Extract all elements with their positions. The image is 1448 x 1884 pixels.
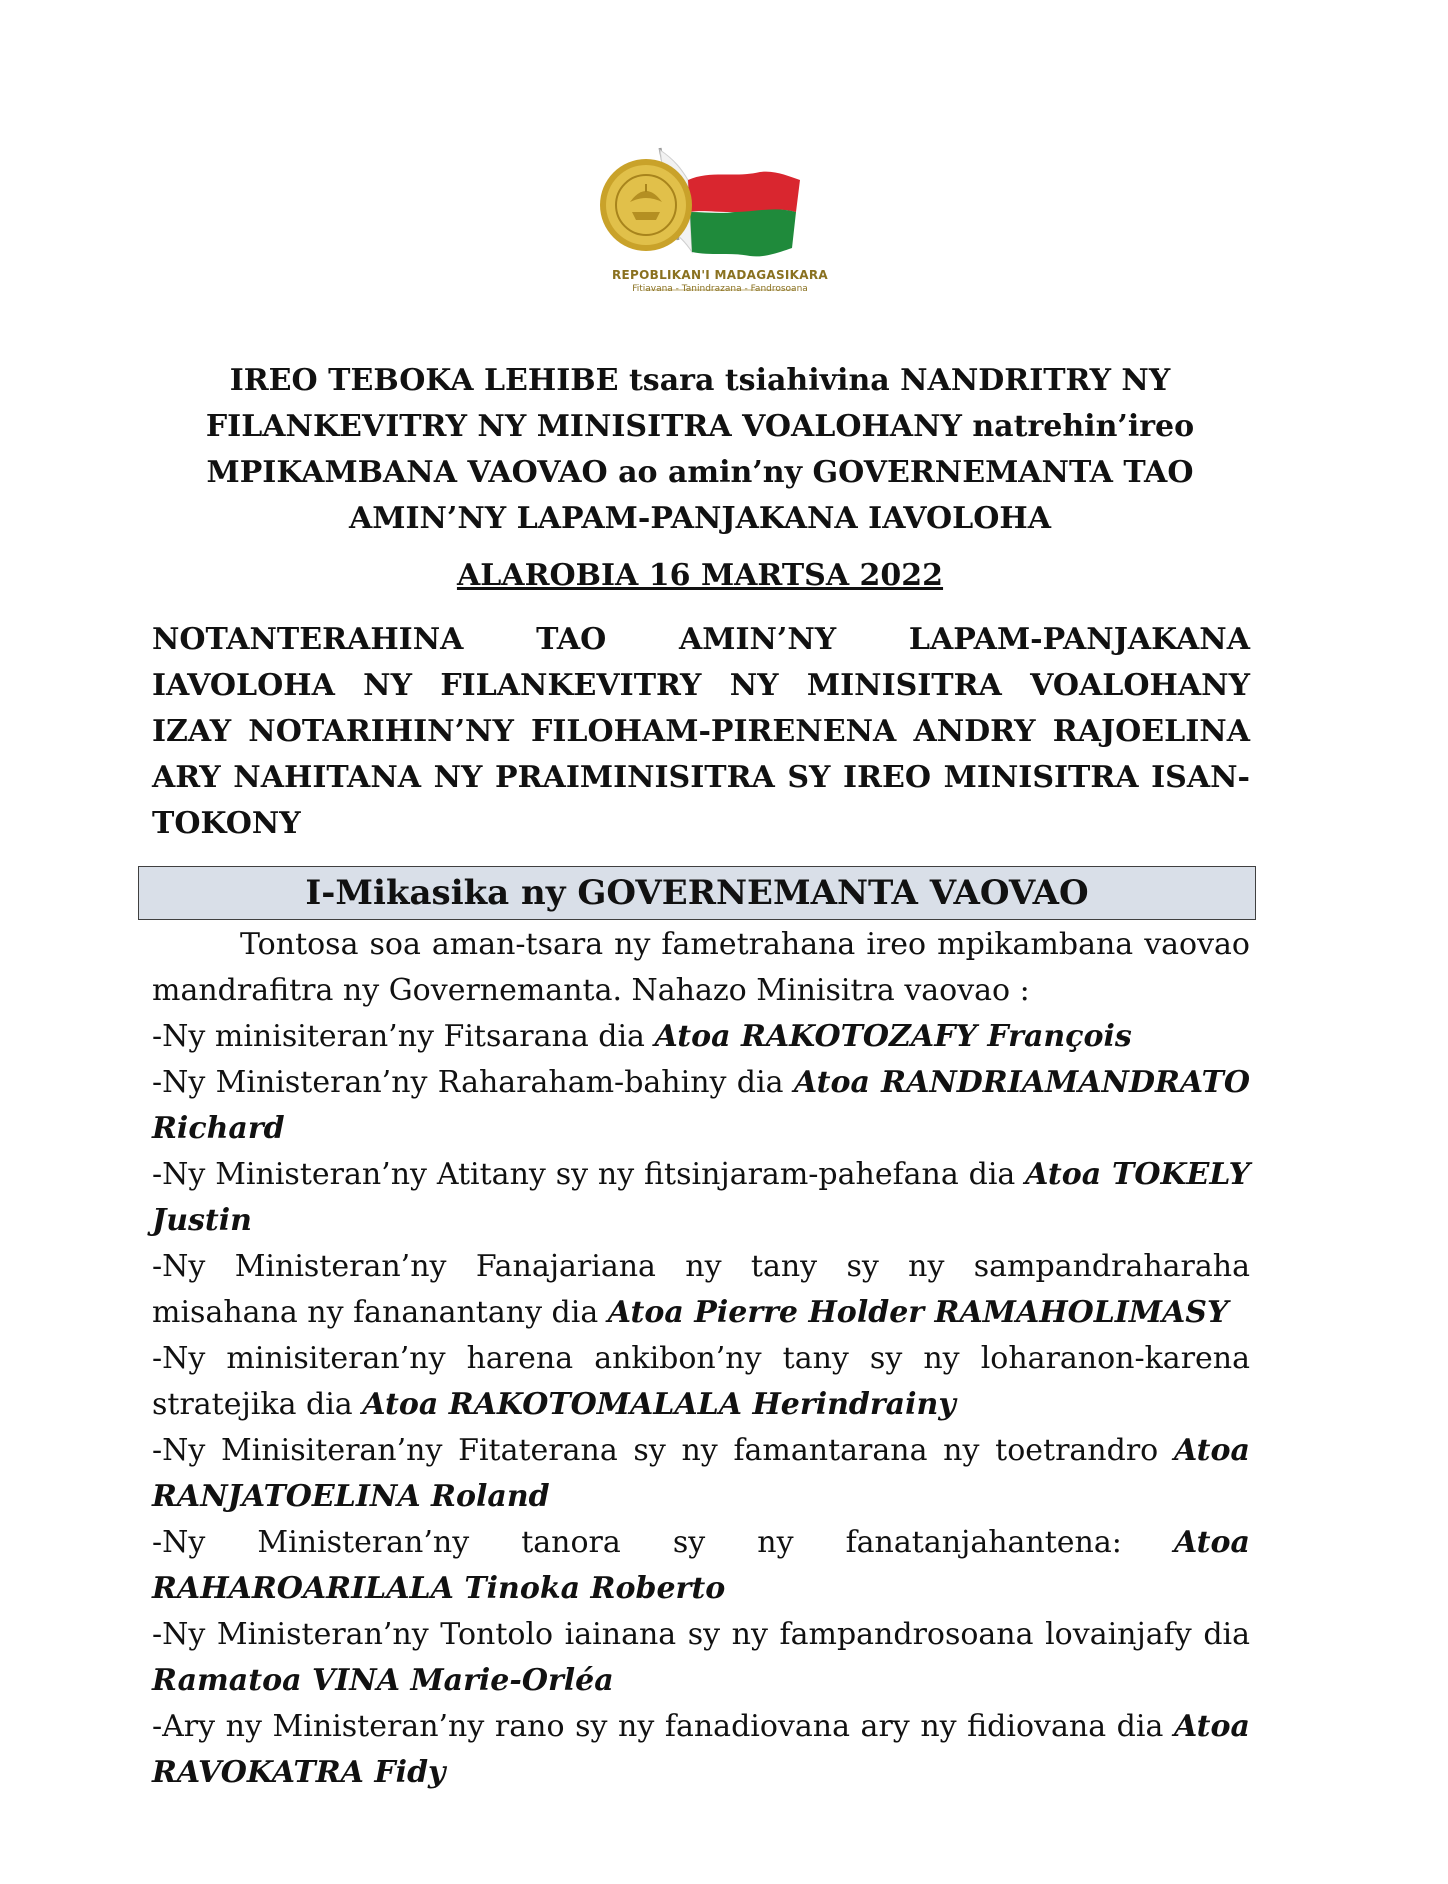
ministry-text: -Ny Ministeran’ny tanora sy ny fanatanjahantena:: [152, 1525, 1174, 1560]
minister-item: [152, 1428, 1250, 1520]
ministry-text: -Ny Ministeran’ny Fanajariana ny tany sy ny sampandraharaha misahana ny fananantany dia: [152, 1249, 1250, 1330]
document-title: IREO TEBOKA LEHIBE tsara tsiahivina NANDRITRY NY FILANKEVITRY NY MINISITRA VOALOHANY natrehin’ireo MPIKAMBANA VAOVAO ao amin’ny GOVERNEMANTA TAO AMIN’NY LAPAM-PANJAKANA IAVOLOHA: [205, 363, 1195, 536]
ministry-text: -Ny minisiteran’ny Fitsarana dia: [152, 1019, 655, 1054]
minister-name: Atoa TOKELY Justin: [152, 1157, 1250, 1238]
minister-item: [152, 1704, 1250, 1796]
section-heading: I-Mikasika ny GOVERNEMANTA VAOVAO: [138, 866, 1256, 920]
minister-name: Atoa RAKOTOZAFY François: [654, 1019, 1132, 1054]
minister-name: Atoa RANDRIAMANDRATO Richard: [152, 1065, 1250, 1146]
minister-item: [152, 1152, 1250, 1244]
ministry-text: -Ny Ministeran’ny Atitany sy ny fitsinjaram-pahefana dia: [152, 1157, 1026, 1192]
ministry-text: -Ny Ministeran’ny Raharaham-bahiny dia: [152, 1065, 794, 1100]
minister-item: [152, 1520, 1250, 1612]
minister-name: Atoa RAVOKATRA Fidy: [152, 1709, 1250, 1790]
section-body: [152, 922, 1250, 1796]
minister-name: Atoa RAKOTOMALALA Herindrainy: [362, 1387, 956, 1422]
minister-name: Atoa Pierre Holder RAMAHOLIMASY: [607, 1295, 1229, 1330]
minister-item: [152, 1060, 1250, 1152]
emblem-motto: Fitiavana - Tanindrazana - Fandrosoana: [632, 284, 808, 294]
minister-item: [152, 1244, 1250, 1336]
ministry-text: -Ny minisiteran’ny harena ankibon’ny tany sy ny loharanon-karena stratejika dia: [152, 1341, 1250, 1422]
opening-paragraph: Tontosa soa aman-tsara ny fametrahana ireo mpikambana vaovao mandrafitra ny Governemanta. Nahazo Minisitra vaovao :: [152, 927, 1250, 1008]
ministry-text: -Ny Ministeran’ny Tontolo iainana sy ny fampandrosoana lovainjafy dia: [152, 1617, 1250, 1652]
ministry-text: -Ary ny Ministeran’ny rano sy ny fanadiovana ary ny fidiovana dia: [152, 1709, 1174, 1744]
meeting-date: ALAROBIA 16 MARTSA 2022: [456, 558, 944, 593]
intro-paragraph: NOTANTERAHINA TAO AMIN’NY LAPAM-PANJAKANA IAVOLOHA NY FILANKEVITRY NY MINISITRA VOALOHANY IZAY NOTARIHIN’NY FILOHAM-PIRENENA ANDRY RAJOELINA ARY NAHITANA NY PRAIMINISITRA SY IREO MINISITRA ISAN-TOKONY: [152, 622, 1250, 841]
ministry-text: -Ny Minisiteran’ny Fitaterana sy ny famantarana ny toetrandro: [152, 1433, 1174, 1468]
minister-item: [152, 1336, 1250, 1428]
minister-item: [152, 1612, 1250, 1704]
minister-name: Atoa RANJATOELINA Roland: [152, 1433, 1250, 1514]
emblem-name: REPOBLIKAN'I MADAGASIKARA: [612, 268, 828, 282]
minister-name: Ramatoa VINA Marie-Orléa: [152, 1663, 614, 1698]
minister-name: Atoa RAHAROARILALA Tinoka Roberto: [152, 1525, 1250, 1606]
emblem-caption: [575, 268, 865, 294]
minister-item: [152, 1014, 1250, 1060]
